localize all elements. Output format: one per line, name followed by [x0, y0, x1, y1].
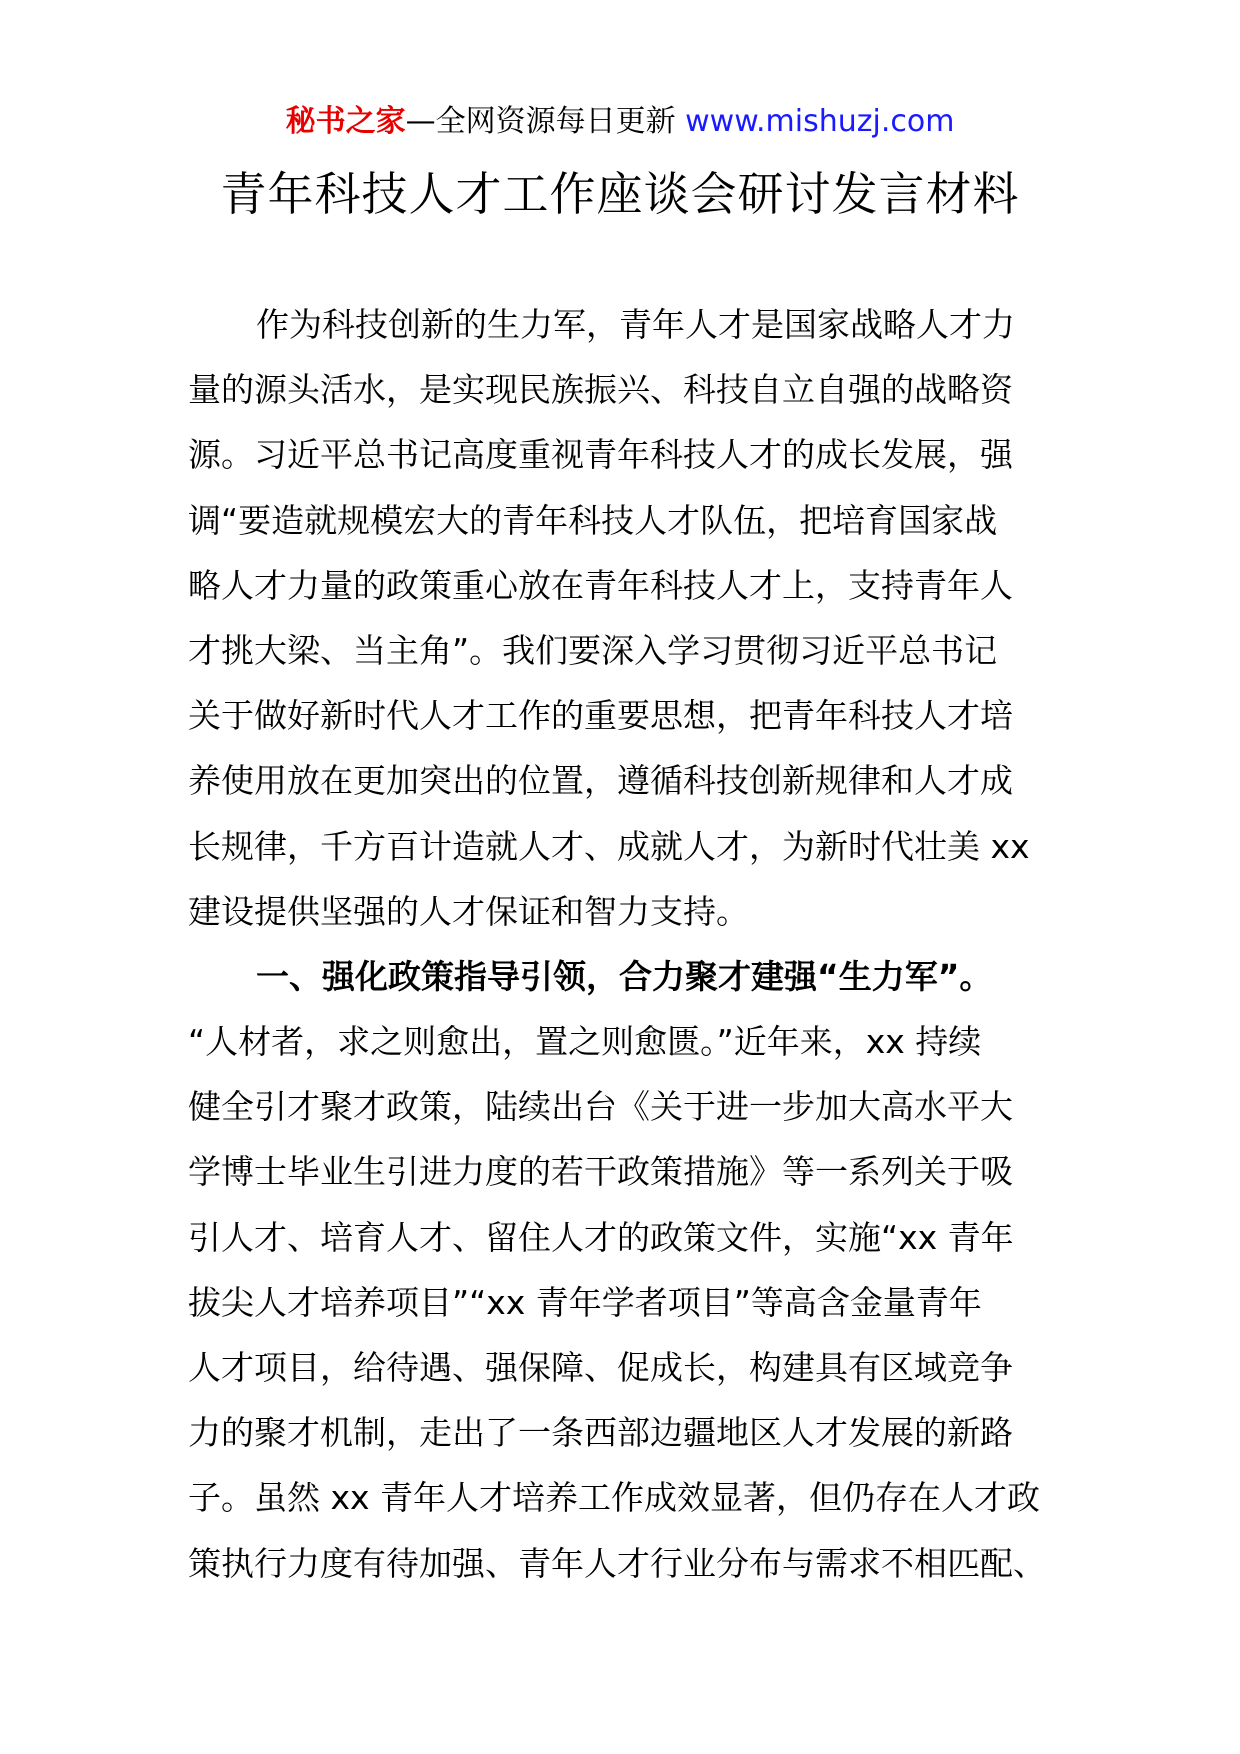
site-tagline: —全网资源每日更新 [405, 104, 676, 139]
paragraph-line: 子。虽然 xx 青年人才培养工作成效显著，但仍存在人才政 [188, 1478, 1041, 1518]
site-url-link[interactable]: www.mishuzj.com [685, 104, 955, 139]
paragraph-line: 人才项目，给待遇、强保障、促成长，构建具有区域竞争 [188, 1348, 1013, 1387]
paragraph-line: 养使用放在更加突出的位置，遵循科技创新规律和人才成 [188, 761, 1013, 801]
paragraph-line: 引人才、培育人才、留住人才的政策文件，实施“xx 青年 [188, 1217, 1014, 1257]
paragraph-line: 策执行力度有待加强、青年人才行业分布与需求不相匹配、 [188, 1543, 1046, 1583]
paragraph-line: 拔尖人才培养项目”“xx 青年学者项目”等高含金量青年 [188, 1282, 982, 1322]
paragraph-line: 建设提供坚强的人才保证和智力支持。 [188, 891, 749, 931]
paragraph-line: “人材者，求之则愈出，置之则愈匮。”近年来，xx 持续 [188, 1022, 982, 1062]
site-header [0, 102, 1240, 142]
paragraph-line: 调“要造就规模宏大的青年科技人才队伍，把培育国家战 [188, 500, 998, 540]
paragraph-line: 长规律，千方百计造就人才、成就人才，为新时代壮美 xx [188, 826, 1030, 866]
paragraph-line: 作为科技创新的生力军，青年人才是国家战略人才力 [256, 305, 1015, 344]
brand-name: 秘书之家 [285, 104, 406, 139]
paragraph-line: 略人才力量的政策重心放在青年科技人才上，支持青年人 [188, 565, 1013, 605]
paragraph-line: 量的源头活水，是实现民族振兴、科技自立自强的战略资 [188, 370, 1013, 410]
paragraph-line: 源。习近平总书记高度重视青年科技人才的成长发展，强 [188, 435, 1013, 475]
paragraph-line: 才挑大梁、当主角”。我们要深入学习贯彻习近平总书记 [188, 630, 998, 670]
document-title: 青年科技人才工作座谈会研讨发言材料 [220, 167, 1020, 221]
paragraph-line: 关于做好新时代人才工作的重要思想，把青年科技人才培 [188, 696, 1013, 736]
paragraph-line: 力的聚才机制，走出了一条西部边疆地区人才发展的新路 [188, 1413, 1013, 1453]
paragraph-line: 健全引才聚才政策，陆续出台《关于进一步加大高水平大 [188, 1087, 1013, 1127]
section-heading: 一、强化政策指导引领，合力聚才建强“生力军”。 [256, 956, 993, 996]
document-body [188, 292, 1046, 1596]
paragraph-line: 学博士毕业生引进力度的若干政策措施》等一系列关于吸 [188, 1152, 1013, 1192]
